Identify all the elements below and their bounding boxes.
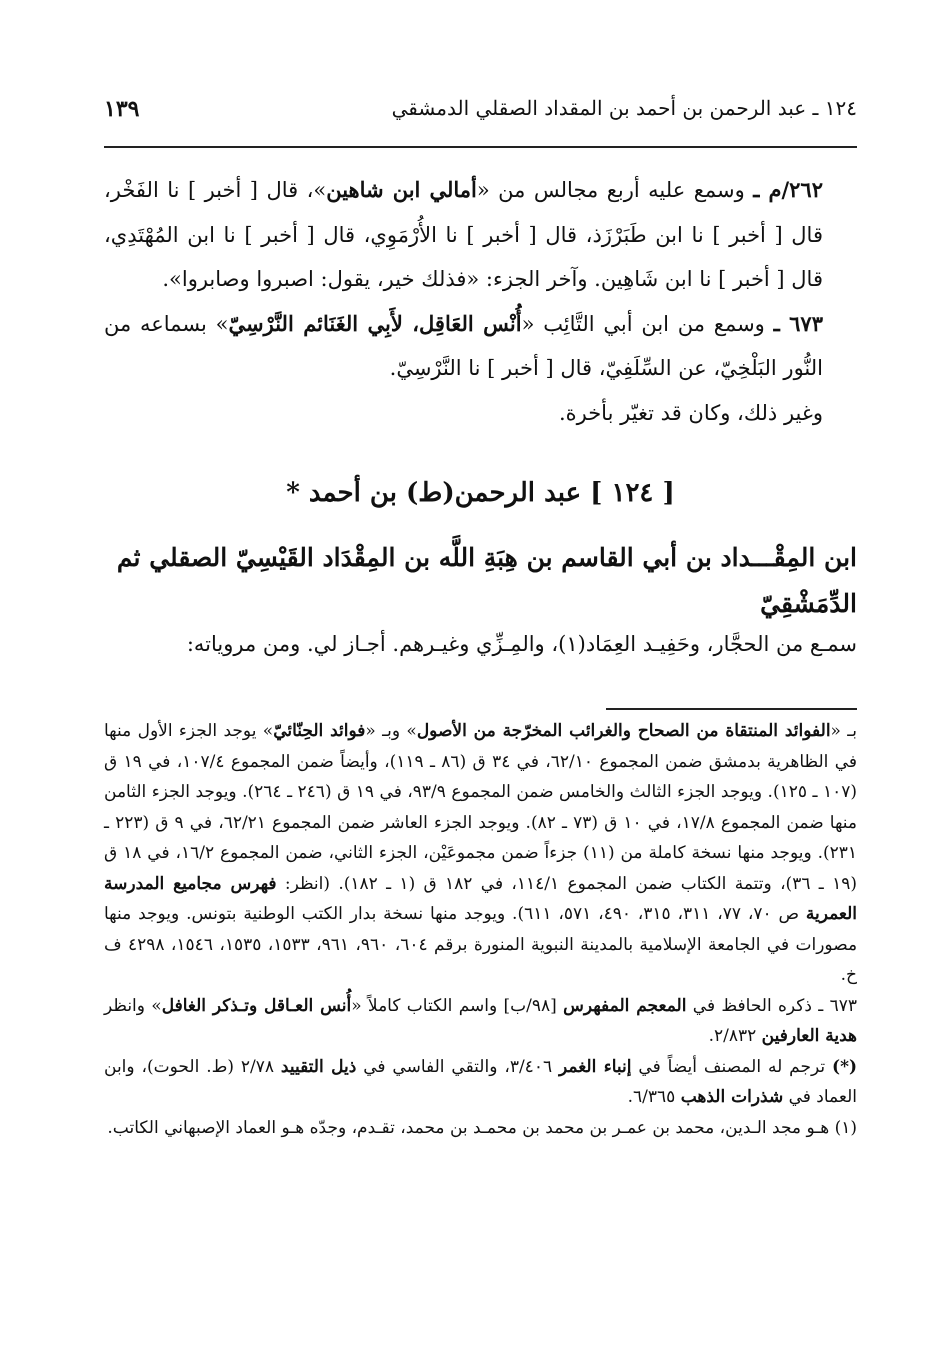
footnote-text: ص ٧٠، ٧٧، ٣١١، ٣١٥، ٤٩٠، ٥٧١، ٦١١). ويوجد منها نسخة بدار الكتب الوطنية بتونس. ويوجد منها مصورات في الجامعة الإسلامية بالمدينة النبوية المنورة برقم ٦٠٤، ٩٦٠، ٩٦١، ١٥٣٣، ١٥٣٥، ١٥٤٦، ٤٢٩٨ ف خ.: [104, 904, 858, 985]
entry-text: »، قال [ أخبر ] نا الفَخْر، قال [ أخبر ] نا ابن طَبَرْزَذ، قال [ أخبر ] نا الأُرْمَوِي، قال [ أخبر ] نا ابن المُهْتَدِي، قال [ أخبر ] نا ابن شَاهِين. وآخر الجزء: «فذلك خير، يقول: اصبروا وصابروا».: [104, 178, 823, 291]
footnote-continuation: [104, 716, 857, 991]
book-title: ذيل التقييد: [280, 1056, 357, 1077]
section-body: سمـع من الحجَّار، وحَفِيـد العِمَاد(١)، والمِـزِّي وغيـرهم. أجـاز لي. ومن مروياته:: [186, 632, 857, 656]
section-subtitle: ابن المِقْـــداد بن أبي القاسم بن هِبَةِ اللَّه بن المِقْدَاد القَيْسِيّ الصقلي ثم الدِّمَشْقِيّ: [116, 543, 857, 618]
book-title: أُنس العـاقل وتـذكر الغافل: [161, 995, 352, 1016]
book-title: فهرس مجاميع المدرسة العمرية: [104, 873, 858, 924]
footnote-1: [104, 1113, 857, 1144]
footnote-text: » يوجد الجزء الأول منها في الظاهرية بدمشق ضمن المجموع ٦٢/١٠، في ٣٤ ق (٨٦ ـ ١١٩)، وأيضاً ضمن المجموع ١٠٧/٤، في ١٩ ق (١٠٧ ـ ١٢٥). ويوجد الجزء الثالث والخامس ضمن المجموع ٩٣/٩، في ١٩ ق (٢٤٦ ـ ٢٦٤). ويوجد الجزء الثامن منها ضمن المجموع ١٧/٨، في ١٠ ق (٧٣ ـ ٨٢). ويوجد الجزء العاشر ضمن المجموع ٦٢/٢١، في ٩ ق (٢٢٣ ـ ٢٣١). ويوجد منها نسخة كاملة من (١١) جزءاً ضمن مجموعَيْن، الجزء الثاني، ضمن المجموع ١٦/٢، في ١٨ ق (١٩ ـ ٣٦)، وتتمة الكتاب ضمن المجموع ١١٤/١، في ١٨٢ ق (١ ـ ١٨٢). (انظر:: [104, 721, 858, 894]
footnote-text: ٢/٨٣٢.: [708, 1026, 762, 1046]
footnote-text: ٢/٧٨ (ط. الحوت)، وابن العماد في: [104, 1056, 857, 1107]
book-title: إنباء الغمر: [559, 1056, 632, 1077]
book-title: هدية العارفين: [761, 1026, 857, 1046]
closing-line: وغير ذلك، وكان قد تغيّر بأخرة.: [558, 400, 823, 425]
header-divider: [104, 146, 857, 148]
footnote-673: [104, 991, 857, 1052]
footnote-text: ٦٧٣ ـ ذكره الحافظ في: [686, 995, 857, 1016]
footnote-text: ترجم له المصنف أيضاً في: [631, 1056, 833, 1077]
book-title: الفوائد المنتقاة من الصحاح والغرائب المخرّجة من الأصول: [416, 721, 831, 741]
footnote-text: ٦/٣٦٥.: [627, 1087, 681, 1107]
footnote-text: » وبـ «: [365, 721, 417, 741]
main-text: [104, 168, 857, 435]
entry-number: ٦٧٣ ـ: [773, 310, 823, 336]
running-header: [104, 96, 857, 134]
page-number: ١٣٩: [104, 96, 140, 122]
book-title: المعجم المفهرس: [563, 995, 687, 1016]
book-title: فوائد الحِنّائيّ: [273, 721, 366, 741]
footnote-text: [٩٨/ب] واسم الكتاب كاملاً «: [351, 995, 564, 1016]
footnotes: [104, 716, 857, 1143]
entry-262m: [104, 168, 857, 302]
entry-text: وسمع عليه أربع مجالس من «: [476, 178, 754, 202]
book-title: أمالي ابن شاهين: [326, 177, 477, 202]
footnote-text: » وانظر: [104, 995, 162, 1016]
entry-text: وسمع من ابن أبي التَّائِب «: [521, 311, 774, 336]
section-title: [ ١٢٤ ] عبد الرحمن(ط) بن أحمد *: [286, 478, 675, 508]
footnote-text: ٣/٤٠٦، والتقي الفاسي في: [356, 1056, 559, 1077]
footnote-star: [104, 1052, 857, 1113]
entry-text: » بسماعه من النُّور البَلْخِيّ، عن السِّلَفِيّ، قال [ أخبر ] نا النَّرْسِيّ.: [104, 311, 823, 380]
entry-number: ٢٦٢/م ـ: [753, 177, 823, 202]
book-title: أُنْس العَاقِل، لأَبِي الغَنَائم النَّرْسِيّ: [228, 310, 522, 336]
footnote-text: بـ «: [830, 721, 857, 741]
footnote-marker: (١): [834, 1117, 857, 1138]
footnote-divider: [606, 708, 857, 710]
running-title: ١٢٤ ـ عبد الرحمن بن أحمد بن المقداد الصقلي الدمشقي: [391, 96, 857, 120]
book-title: شذرات الذهب: [680, 1087, 784, 1107]
footnote-text: هـو مجد الـدين، محمد بن عمـر بن محمد بن محمـد بن محمد، تقـدم، وجدّه هـو العماد الإصبهاني الكاتب.: [107, 1117, 835, 1138]
footnote-marker: (*): [832, 1056, 858, 1077]
entry-673: [104, 302, 857, 391]
